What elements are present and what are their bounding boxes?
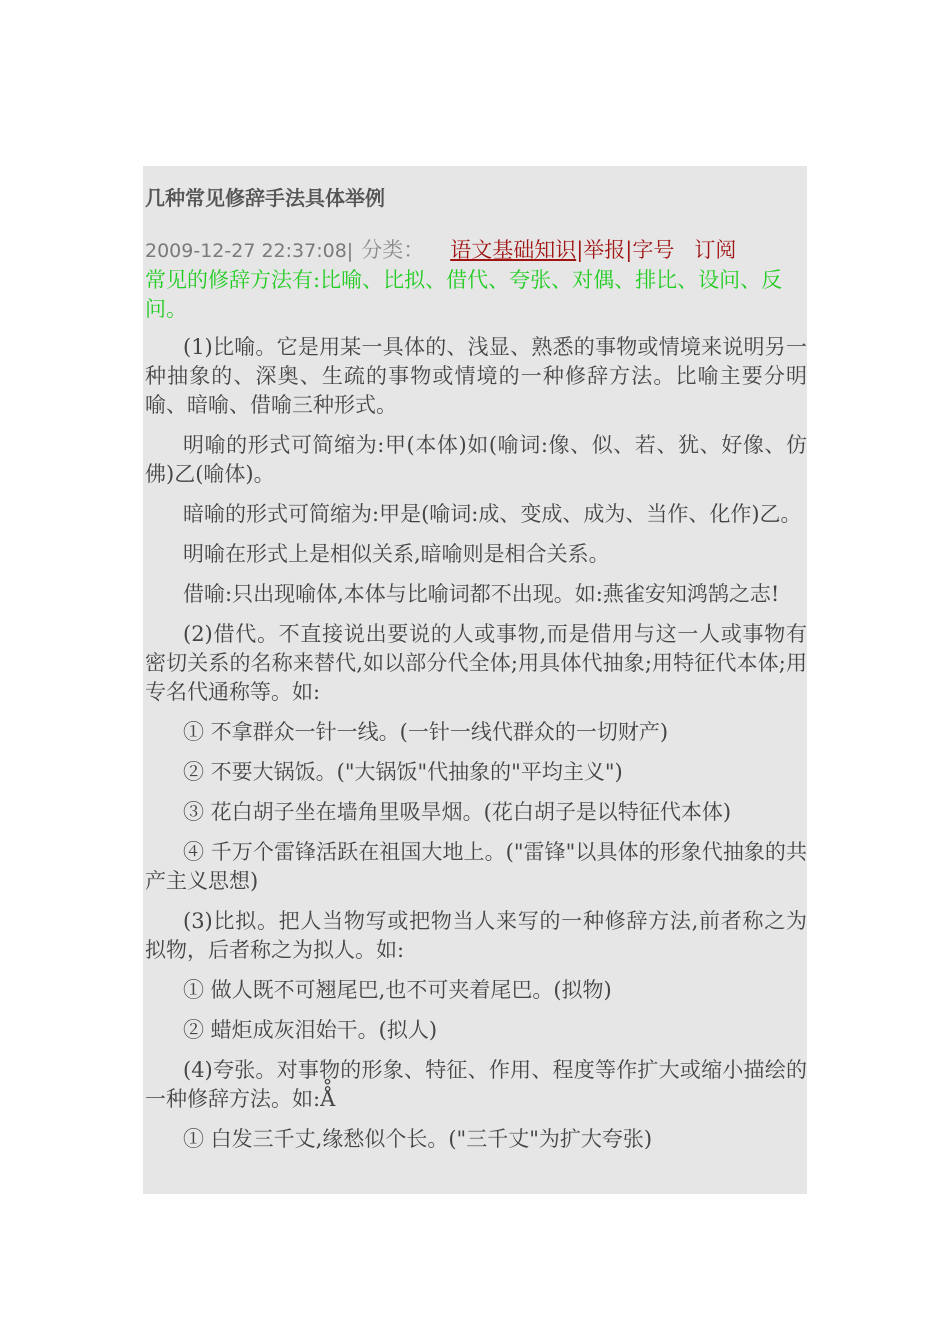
paragraph: ① 白发三千丈,缘愁似个长。("三千丈"为扩大夸张) — [183, 1127, 653, 1151]
paragraph: (4)夸张。对事物的形象、特征、作用、程度等作扩大或缩小描绘的一种修辞方法。如:Å̊ — [145, 1058, 807, 1111]
post-date: 2009-12-27 22:37:08| — [145, 240, 354, 262]
separator: | — [576, 238, 584, 262]
font-size-link[interactable]: 字号 — [632, 238, 675, 262]
paragraph: 明喻在形式上是相似关系,暗喻则是相合关系。 — [183, 542, 610, 566]
separator: | — [625, 238, 633, 262]
paragraph: 借喻:只出现喻体,本体与比喻词都不出现。如:燕雀安知鸿鹄之志! — [183, 582, 780, 606]
category-link[interactable]: 语文基础知识 — [450, 238, 577, 262]
paragraph: (3)比拟。把人当物写或把物当人来写的一种修辞方法,前者称之为拟物，后者称之为拟人。如: — [145, 909, 807, 962]
paragraph: ③ 花白胡子坐在墙角里吸旱烟。(花白胡子是以特征代本体) — [183, 800, 732, 824]
intro-paragraph: 常见的修辞方法有:比喻、比拟、借代、夸张、对偶、排比、设问、反问。 — [145, 268, 783, 321]
paragraph: 明喻的形式可简缩为:甲(本体)如(喻词:像、似、若、犹、好像、仿佛)乙(喻体)。 — [145, 433, 807, 486]
category-label: 分类： — [361, 238, 425, 262]
article-body — [145, 333, 807, 1165]
paragraph: (2)借代。不直接说出要说的人或事物,而是借用与这一人或事物有密切关系的名称来替代,如以部分代全体;用具体代抽象;用特征代本体;用专名代通称等。如: — [145, 622, 807, 704]
article-title: 几种常见修辞手法具体举例 — [145, 186, 385, 210]
report-link[interactable]: 举报 — [583, 238, 626, 262]
paragraph: ④ 千万个雷锋活跃在祖国大地上。("雷锋"以具体的形象代抽象的共产主义思想) — [145, 840, 807, 893]
article-meta — [145, 236, 736, 265]
paragraph: ② 不要大锅饭。("大锅饭"代抽象的"平均主义") — [183, 760, 623, 784]
paragraph: ① 不拿群众一针一线。(一针一线代群众的一切财产) — [183, 720, 669, 744]
paragraph: ① 做人既不可翘尾巴,也不可夹着尾巴。(拟物) — [183, 978, 612, 1002]
paragraph: (1)比喻。它是用某一具体的、浅显、熟悉的事物或情境来说明另一种抽象的、深奥、生疏的事物或情境的一种修辞方法。比喻主要分明喻、暗喻、借喻三种形式。 — [145, 335, 807, 417]
subscribe-link[interactable]: 订阅 — [694, 238, 737, 262]
paragraph: ② 蜡炬成灰泪始干。(拟人) — [183, 1018, 438, 1042]
paragraph: 暗喻的形式可简缩为:甲是(喻词:成、变成、成为、当作、化作)乙。 — [183, 502, 802, 526]
